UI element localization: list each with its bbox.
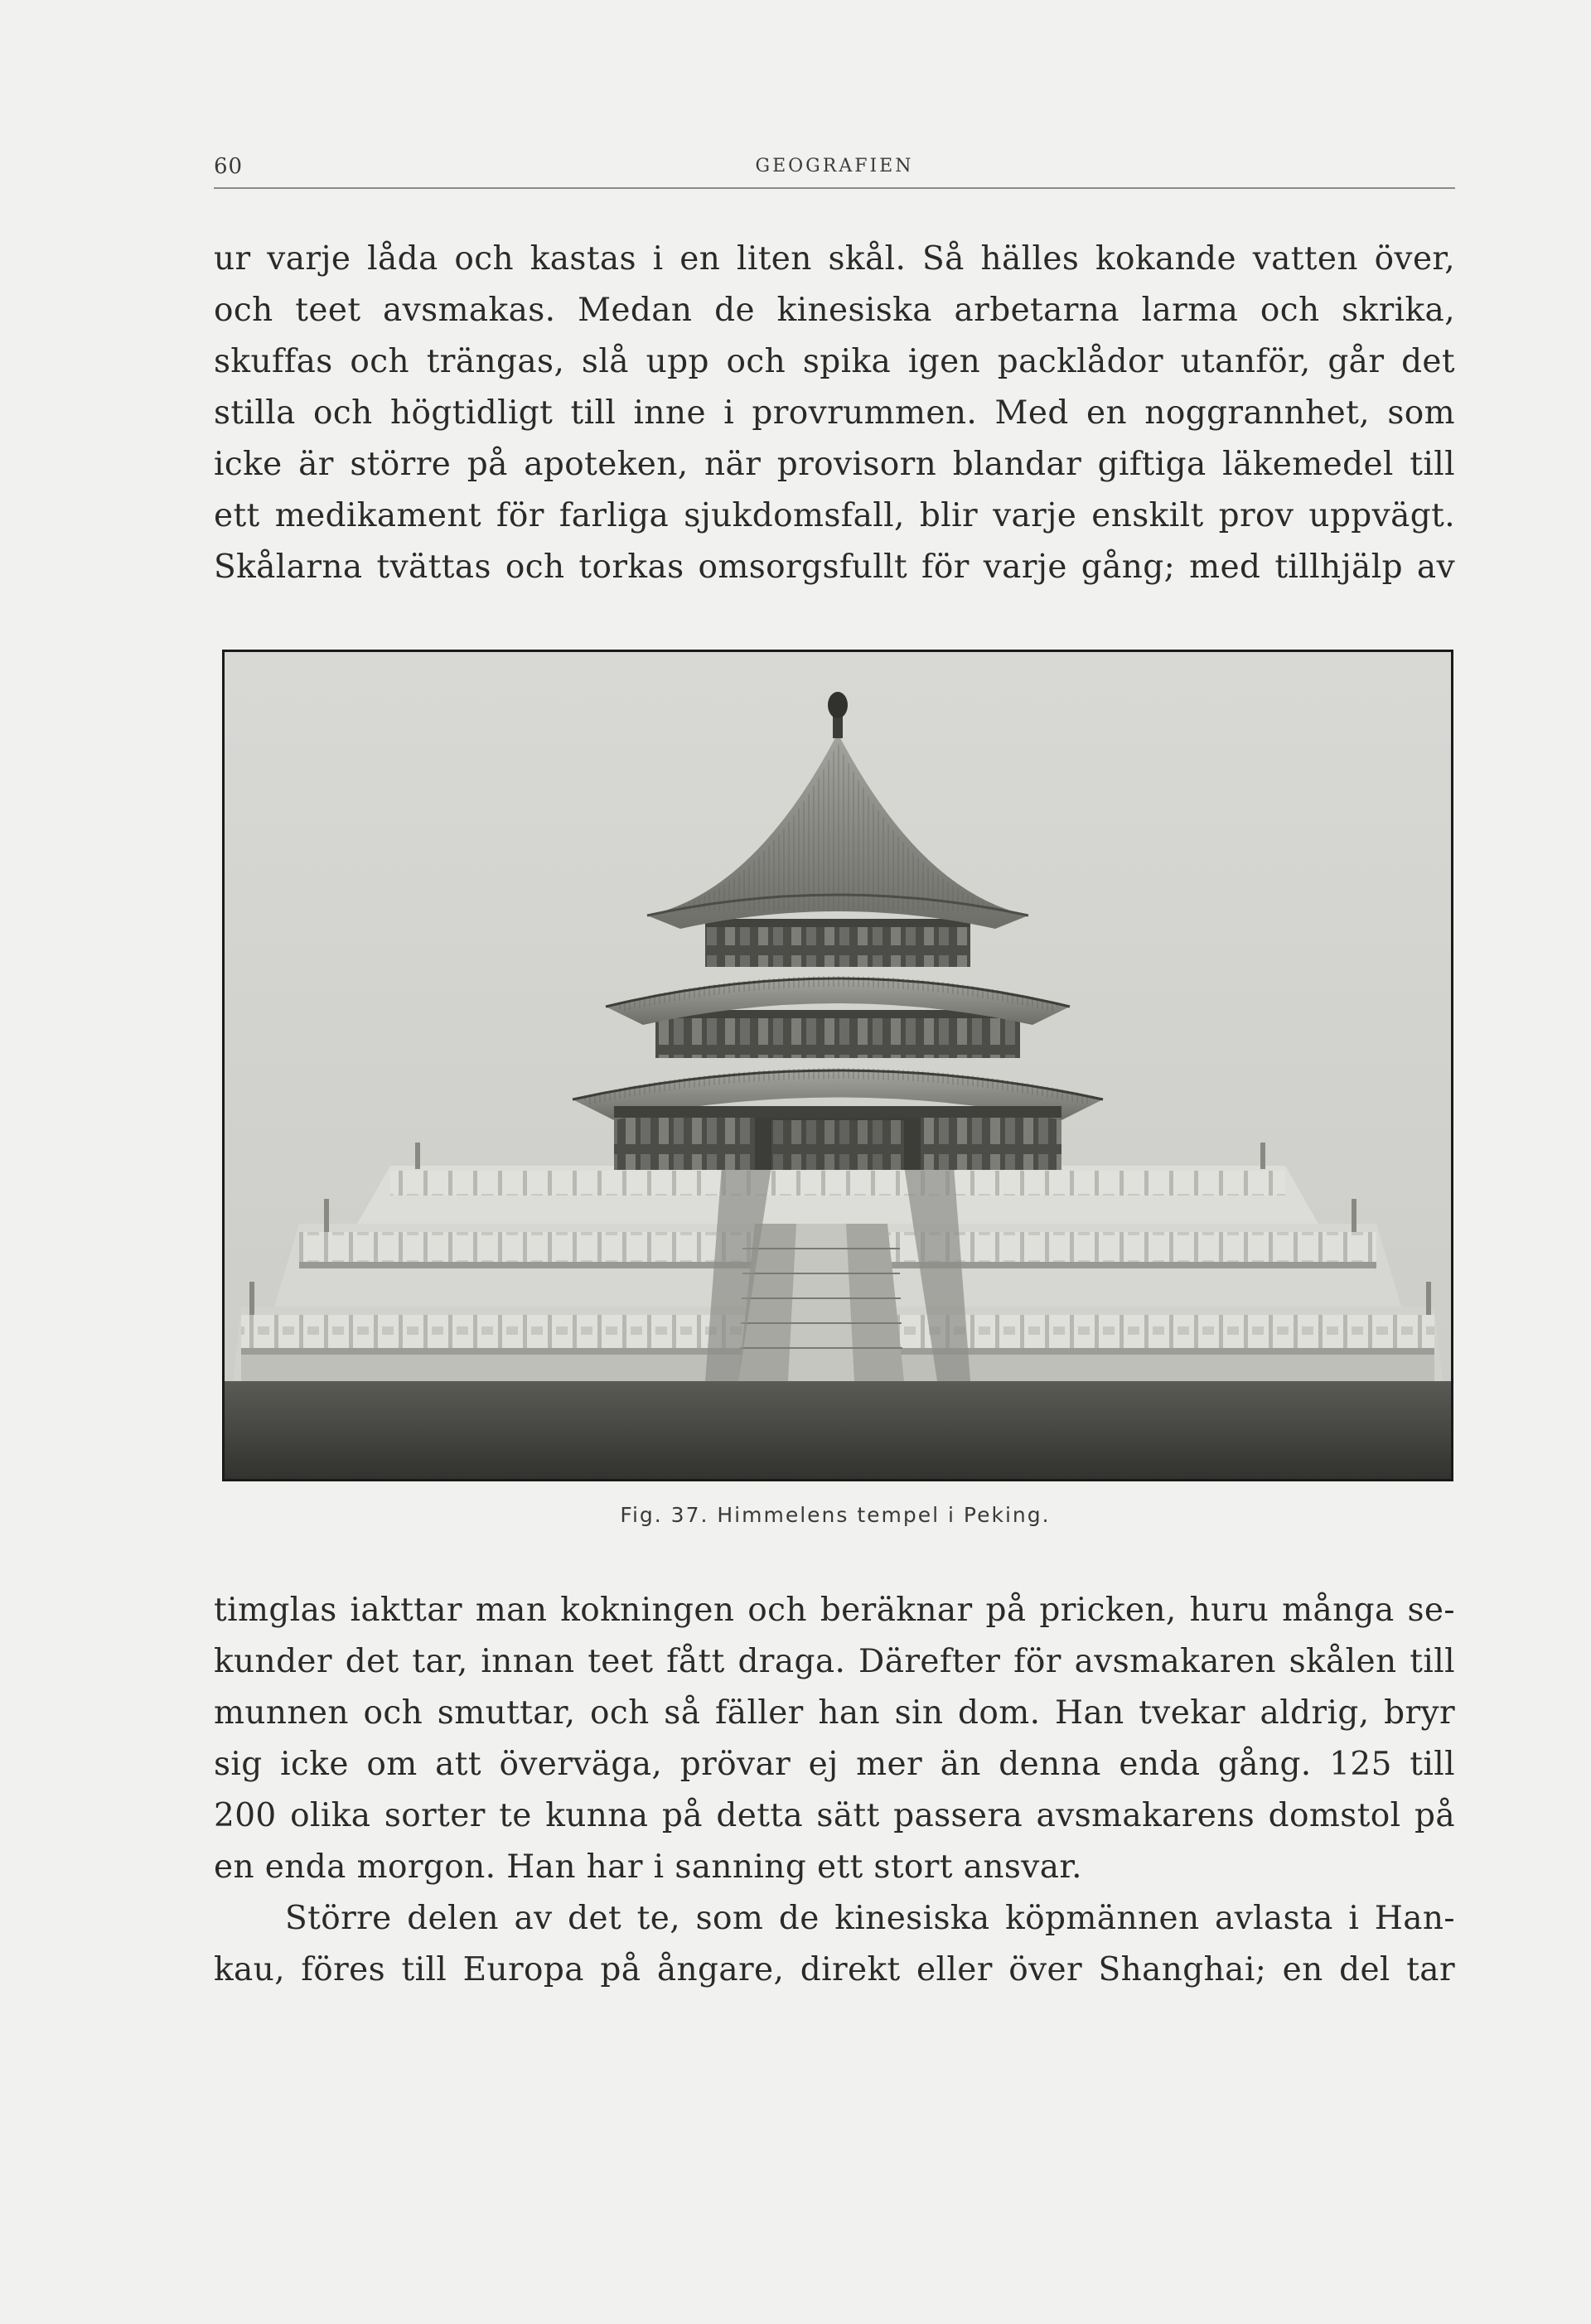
- text-line: 200 olika sorter te kunna på detta sätt passera avsmakarens domstol på: [214, 1797, 1455, 1834]
- running-head: [214, 154, 1455, 189]
- text-line: Skålarna tvättas och torkas omsorgsfullt för varje gång; med tillhjälp av: [214, 548, 1455, 586]
- temple-photograph: [222, 650, 1453, 1481]
- page-number: 60: [214, 154, 244, 179]
- text-line: kunder det tar, innan teet fått draga. Därefter för avsmakaren skålen till: [214, 1643, 1455, 1680]
- text-line: sig icke om att överväga, prövar ej mer än denna enda gång. 125 till: [214, 1746, 1455, 1783]
- paragraph-top: [214, 234, 1455, 593]
- temple-of-heaven-illustration: [225, 652, 1451, 1479]
- paragraph-bottom: [214, 1585, 1455, 1996]
- text-line: Större delen av det te, som de kinesiska köpmännen avlasta i Han-: [285, 1900, 1455, 1937]
- text-line: och teet avsmakas. Medan de kinesiska arbetarna larma och skrika,: [214, 292, 1455, 329]
- text-line: ur varje låda och kastas i en liten skål. Så hälles kokande vatten över,: [214, 240, 1455, 278]
- figure-caption: Fig. 37. Himmelens tempel i Peking.: [620, 1503, 1051, 1527]
- text-line: timglas iakttar man kokningen och beräknar på pricken, huru många se-: [214, 1592, 1455, 1629]
- text-line: kau, föres till Europa på ångare, direkt eller över Shanghai; en del tar: [214, 1951, 1455, 1988]
- text-line: en enda morgon. Han har i sanning ett stort ansvar.: [214, 1848, 1082, 1886]
- chapter-title: GEOGRAFIEN: [755, 156, 914, 176]
- text-line: skuffas och trängas, slå upp och spika igen packlådor utanför, går det: [214, 343, 1455, 380]
- text-line: ett medikament för farliga sjukdomsfall, blir varje enskilt prov uppvägt.: [214, 497, 1455, 534]
- text-line: stilla och högtidligt till inne i provrummen. Med en noggrannhet, som: [214, 394, 1455, 432]
- text-line: munnen och smuttar, och så fäller han sin dom. Han tvekar aldrig, bryr: [214, 1694, 1455, 1732]
- text-line: icke är större på apoteken, när provisorn blandar giftiga läkemedel till: [214, 446, 1455, 483]
